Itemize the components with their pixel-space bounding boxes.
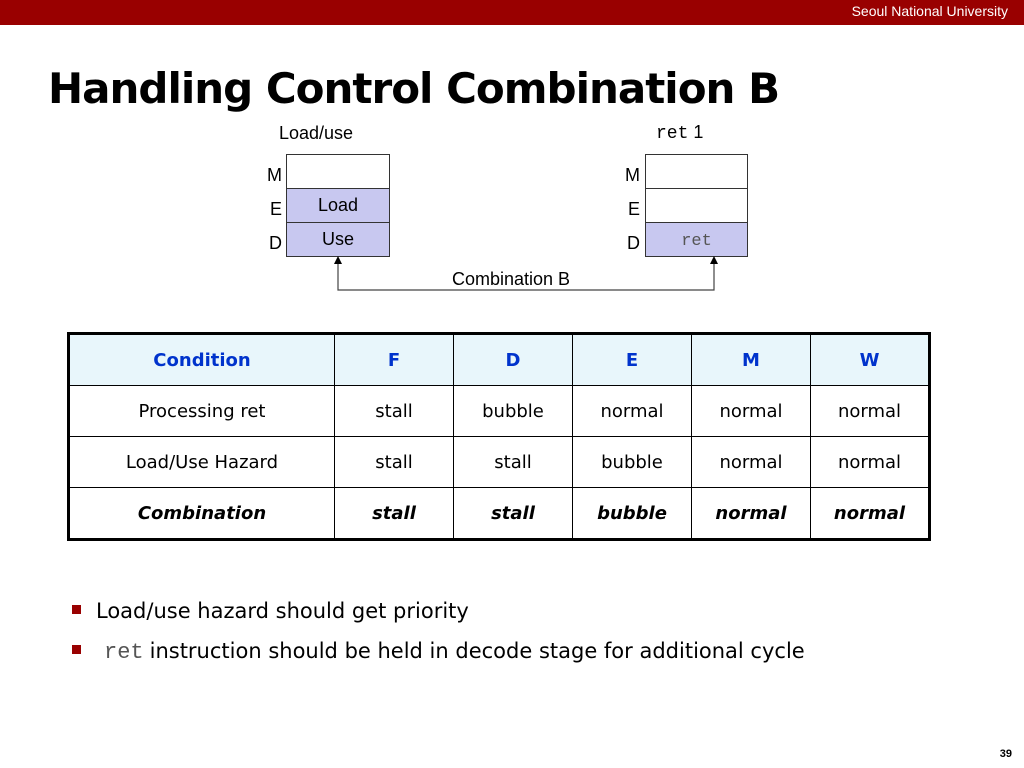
table-cell: stall [335,488,454,540]
left-cell-load: Load [286,188,390,223]
left-stage-m: M [267,165,282,185]
table-cell: Load/Use Hazard [69,437,335,488]
right-stage-m: M [625,165,640,185]
connector-arrowhead-right [710,256,718,264]
header-e: E [573,334,692,386]
condition-table [67,332,931,541]
table-cell: stall [454,488,573,540]
right-title-code: ret [656,124,689,144]
right-stage-e: E [627,199,640,219]
right-title-number: 1 [693,122,704,142]
table-cell: Processing ret [69,386,335,437]
table-cell: bubble [573,437,692,488]
table-row [69,437,930,488]
page-number: 39 [999,748,1012,760]
right-stage-d: D [627,233,640,253]
table-cell: normal [692,488,811,540]
table-cell: Combination [69,488,335,540]
table-cell: normal [811,386,930,437]
table-cell: bubble [454,386,573,437]
table-cell: normal [811,488,930,540]
left-stage-d: D [269,233,282,253]
header-condition: Condition [69,334,335,386]
table-cell: normal [811,437,930,488]
bullet-item [72,636,805,676]
left-cell-use: Use [286,222,390,257]
table-cell: bubble [573,488,692,540]
table-cell: normal [573,386,692,437]
table-header-row [69,334,930,386]
university-name: Seoul National University [851,3,1008,19]
bullet-text: Load/use hazard should get priority [96,599,469,623]
header-d: D [454,334,573,386]
table-cell: normal [692,386,811,437]
table-row [69,386,930,437]
header-m: M [692,334,811,386]
header-f: F [335,334,454,386]
table-cell: stall [335,386,454,437]
header-w: W [811,334,930,386]
bullet-code: ret [104,640,144,665]
bullet-square-icon [72,645,81,654]
right-cell-ret-code: ret [681,232,712,251]
table-cell: normal [692,437,811,488]
bullet-square-icon [72,605,81,614]
bullet-text: instruction should be held in decode stage for additional cycle [149,639,805,663]
left-diagram-title: Load/use [279,123,354,143]
table-cell: stall [335,437,454,488]
table-row-combination [69,488,930,540]
bullet-list [72,596,805,676]
connector-arrowhead-left [334,256,342,264]
left-stage-e: E [269,199,282,219]
table-cell: stall [454,437,573,488]
connector-label: Combination B [452,269,571,289]
slide-title: Handling Control Combination B [48,64,780,113]
bullet-item [72,596,805,636]
